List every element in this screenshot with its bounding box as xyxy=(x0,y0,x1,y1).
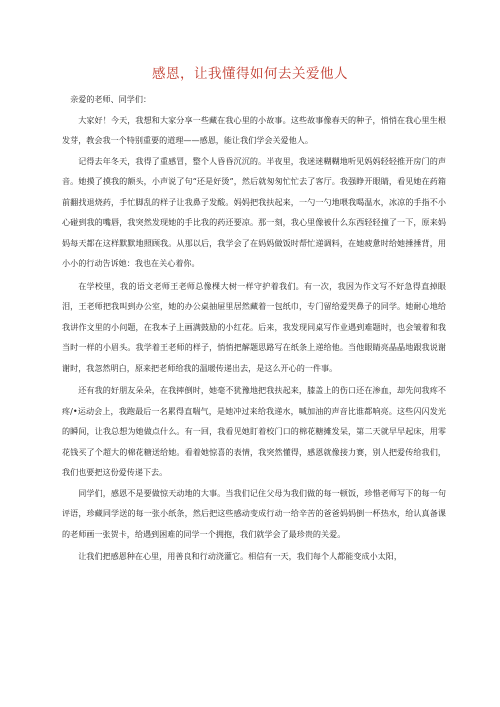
greeting: 亲爱的老师、同学们： xyxy=(70,94,152,104)
paragraph-intro: 大家好！今天，我想和大家分享一些藏在我心里的小故事。这些故事像春天的种子，悄悄在我心里生根发芽，教会我一个特别重要的道理——感恩，能让我们学会关爱他人。 xyxy=(62,114,446,145)
paragraph-friend-story: 还有我的好朋友朵朵，在我摔倒时，她毫不犹豫地把我扶起来，膝盖上的伤口还在渗血，却先问我疼不疼/•运动会上，我跑最后一名累得直喘气，是她冲过来给我递水，喊加油的声音比谁都响亮。这些闪闪发光的瞬间，让我总想为她做点什么。有一回，我看见她盯着校门口的棉花糖摊发呆，第二天就早早起床，用零花钱买了个超大的棉花糖送给她。看着她惊喜的表情，我突然懂得，感恩就像接力赛，别人把爱传给我们，我们也要把这份爱传递下去。 xyxy=(62,385,446,477)
paragraph-teacher-story: 在学校里，我的语文老师王老师总像棵大树一样守护着我们。有一次，我因为作文写不好急得直掉眼泪，王老师把我叫到办公室，她的办公桌抽屉里居然藏着一包纸巾，专门留给爱哭鼻子的同学。她耐心地给我讲作文里的小问题，在我本子上画满鼓励的小红花。后来，我发现同桌写作业遇到难题时，也会皱着和我当时一样的小眉头。我学着王老师的样子，悄悄把解题思路写在纸条上递给他。当他眼睛亮晶晶地跟我说谢谢时，我忽然明白，原来把老师给我的温暖传递出去，是这么开心的一件事。 xyxy=(62,280,446,373)
page-title: 感恩，让我懂得如何去关爱他人 xyxy=(152,66,348,82)
paragraph-mother-story: 记得去年冬天，我得了重感冒，整个人昏昏沉沉的。半夜里，我迷迷糊糊地听见妈妈轻轻推开房门的声音。她摸了摸我的额头，小声说了句“还是好烫”，然后就匆匆忙忙去了客厅。我强睁开眼睛，看见她在药箱前翻找退烧药，手忙脚乱的样子让我鼻子发酸。妈妈把我扶起来，一勺一勺地喂我喝温水，冰凉的手指不小心碰到我的嘴唇，我突然发现她的手比我的药还要凉。那一刻，我心里像被什么东西轻轻撞了一下，原来妈妈每天都在这样默默地照顾我。从那以后，我学会了在妈妈做饭时帮忙递调料，在她疲惫时给她捶捶背，用小小的行动告诉她：我也在关心着你。 xyxy=(62,155,446,268)
paragraph-conclusion: 同学们，感恩不是要做惊天动地的大事。当我们记住父母为我们做的每一顿饭，珍惜老师写下的每一句评语，珍藏同学送的每一张小纸条，然后把这些感动变成行动一给辛苦的爸爸妈妈倒一杯热水，给认真备课的老师画一张贺卡，给遇到困难的同学一个拥抱，我们就学会了最珍贵的关爱。 xyxy=(62,487,446,539)
paragraph-closing: 让我们把感恩种在心里，用善良和行动浇灌它。相信有一天，我们每个人都能变成小太阳， xyxy=(78,551,402,561)
speech-body xyxy=(62,89,446,567)
